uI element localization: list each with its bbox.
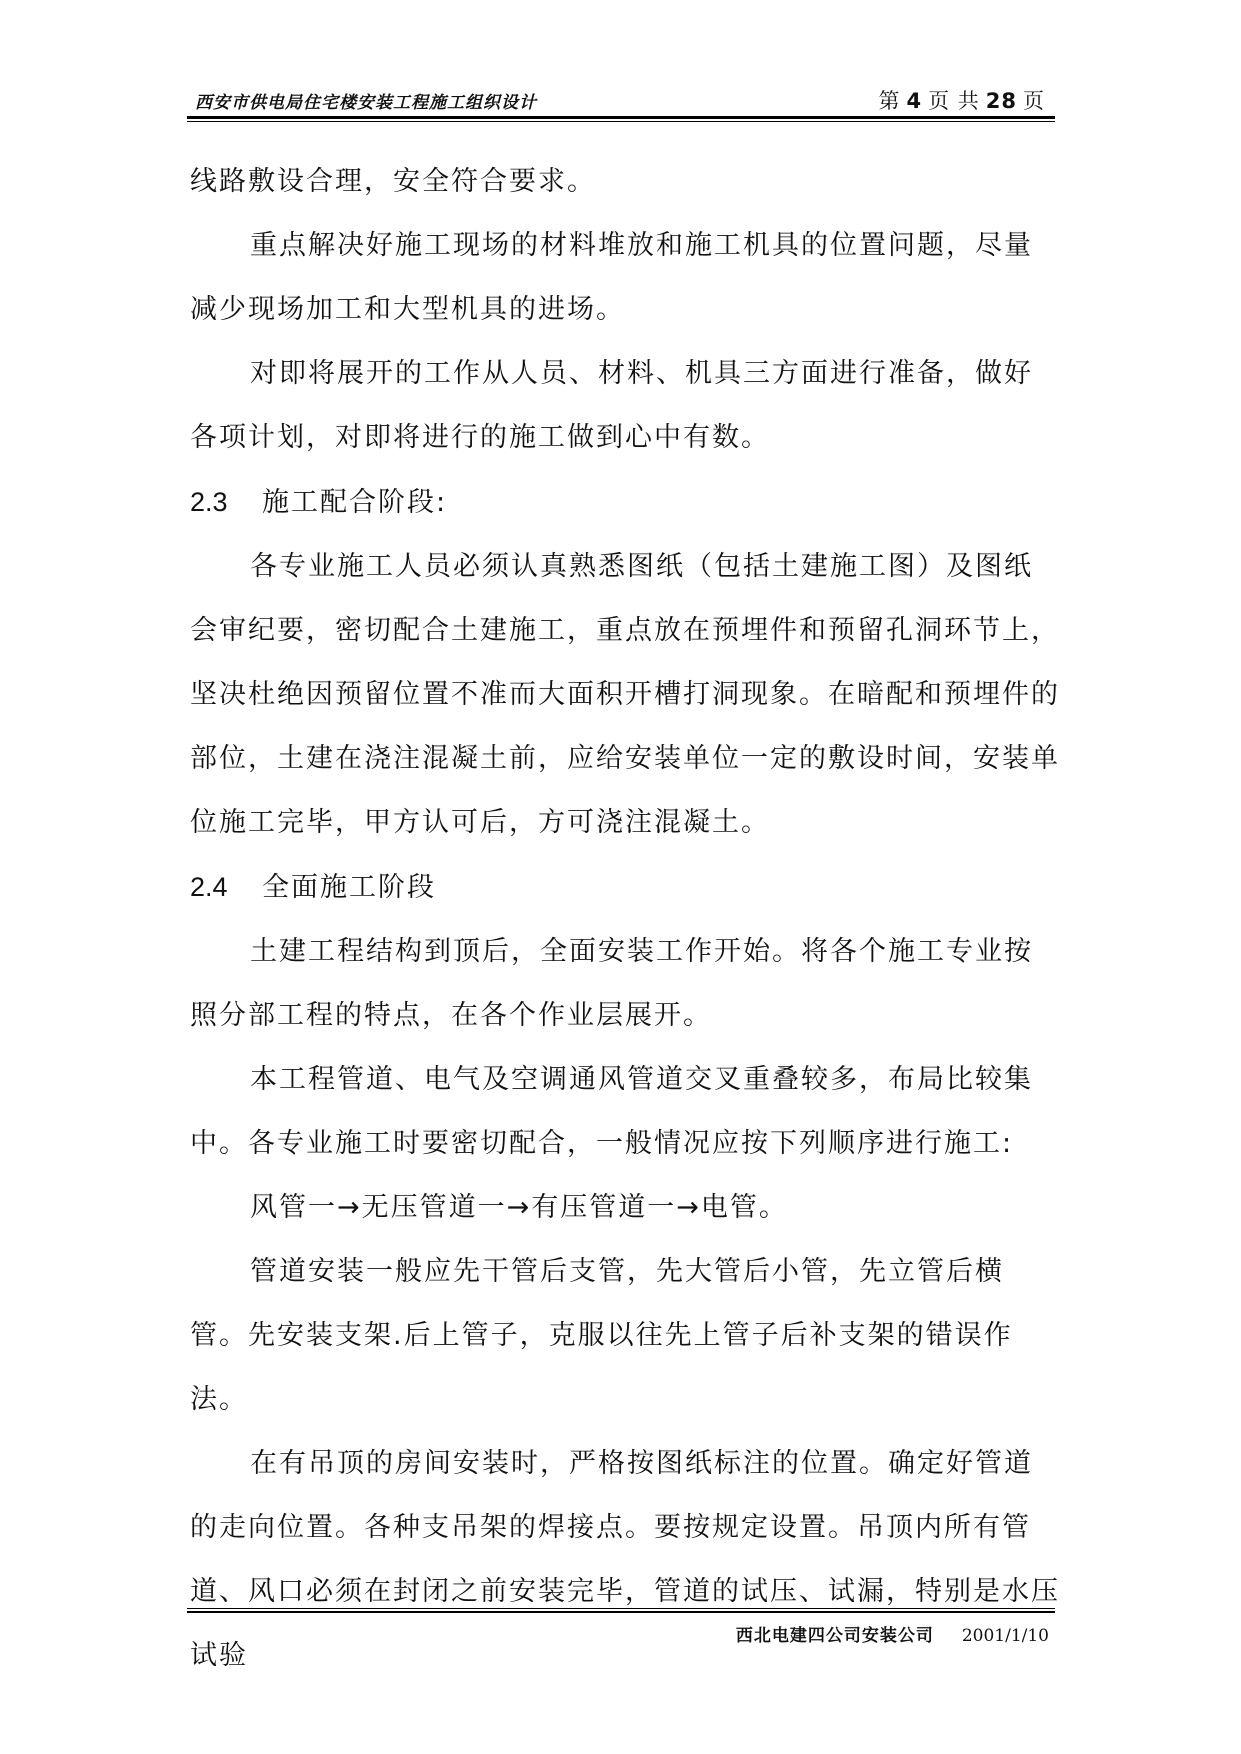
paragraph: 土建工程结构到顶后，全面安装工作开始。将各个施工专业按照分部工程的特点，在各个作业层展开。 bbox=[190, 936, 1033, 1031]
section-heading-2-3 bbox=[190, 470, 1060, 535]
paragraph: 对即将展开的工作从人员、材料、机具三方面进行准备，做好各项计划，对即将进行的施工做到心中有数。 bbox=[190, 358, 1033, 453]
document-body bbox=[190, 150, 1060, 1688]
paragraph: 风管一→无压管道一→有压管道一→电管。 bbox=[250, 1192, 788, 1223]
page-number: 第 4 页 共 28 页 bbox=[878, 89, 1045, 113]
footer-rule bbox=[187, 1608, 1055, 1609]
header-rule bbox=[187, 116, 1055, 119]
current-page: 4 bbox=[906, 89, 923, 113]
section-heading-2-4 bbox=[190, 855, 1060, 920]
section-number: 2.4 bbox=[190, 872, 228, 902]
header-rule-thin bbox=[187, 121, 1055, 122]
paragraph: 管道安装一般应先干管后支管，先大管后小管，先立管后横管。先安装支架.后上管子，克服以往先上管子后补支架的错误作法。 bbox=[190, 1256, 1013, 1415]
section-title: 施工配合阶段: bbox=[262, 487, 448, 518]
paragraph: 本工程管道、电气及空调通风管道交叉重叠较多，布局比较集中。各专业施工时要密切配合，一般情况应按下列顺序进行施工: bbox=[190, 1064, 1033, 1159]
paragraph: 重点解决好施工现场的材料堆放和施工机具的位置问题，尽量减少现场加工和大型机具的进场。 bbox=[190, 230, 1033, 325]
footer-date: 2001/1/10 bbox=[961, 1626, 1049, 1646]
paragraph: 各专业施工人员必须认真熟悉图纸（包括土建施工图）及图纸会审纪要，密切配合土建施工，重点放在预埋件和预留孔洞环节上，坚决杜绝因预留位置不准而大面积开槽打洞现象。在暗配和预埋件的部位，土建在浇注混凝土前，应给安装单位一定的敷设时间，安装单位施工完毕，甲方认可后，方可浇注混凝土。 bbox=[190, 551, 1060, 838]
document-title: 西安市供电局住宅楼安装工程施工组织设计 bbox=[195, 93, 537, 113]
footer-company: 西北电建四公司安装公司 bbox=[735, 1626, 934, 1646]
footer-rule-thick bbox=[187, 1611, 1055, 1613]
page-footer bbox=[187, 1608, 1055, 1646]
total-pages: 28 bbox=[985, 89, 1017, 113]
paragraph: 在有吊顶的房间安装时，严格按图纸标注的位置。确定好管道的走向位置。各种支吊架的焊接点。要按规定设置。吊顶内所有管道、风口必须在封闭之前安装完毕，管道的试压、试漏，特别是水压试验 bbox=[190, 1448, 1060, 1671]
section-number: 2.3 bbox=[190, 487, 228, 517]
section-title: 全面施工阶段 bbox=[262, 872, 436, 903]
page-header bbox=[187, 82, 1055, 118]
paragraph: 线路敷设合理，安全符合要求。 bbox=[190, 166, 596, 197]
